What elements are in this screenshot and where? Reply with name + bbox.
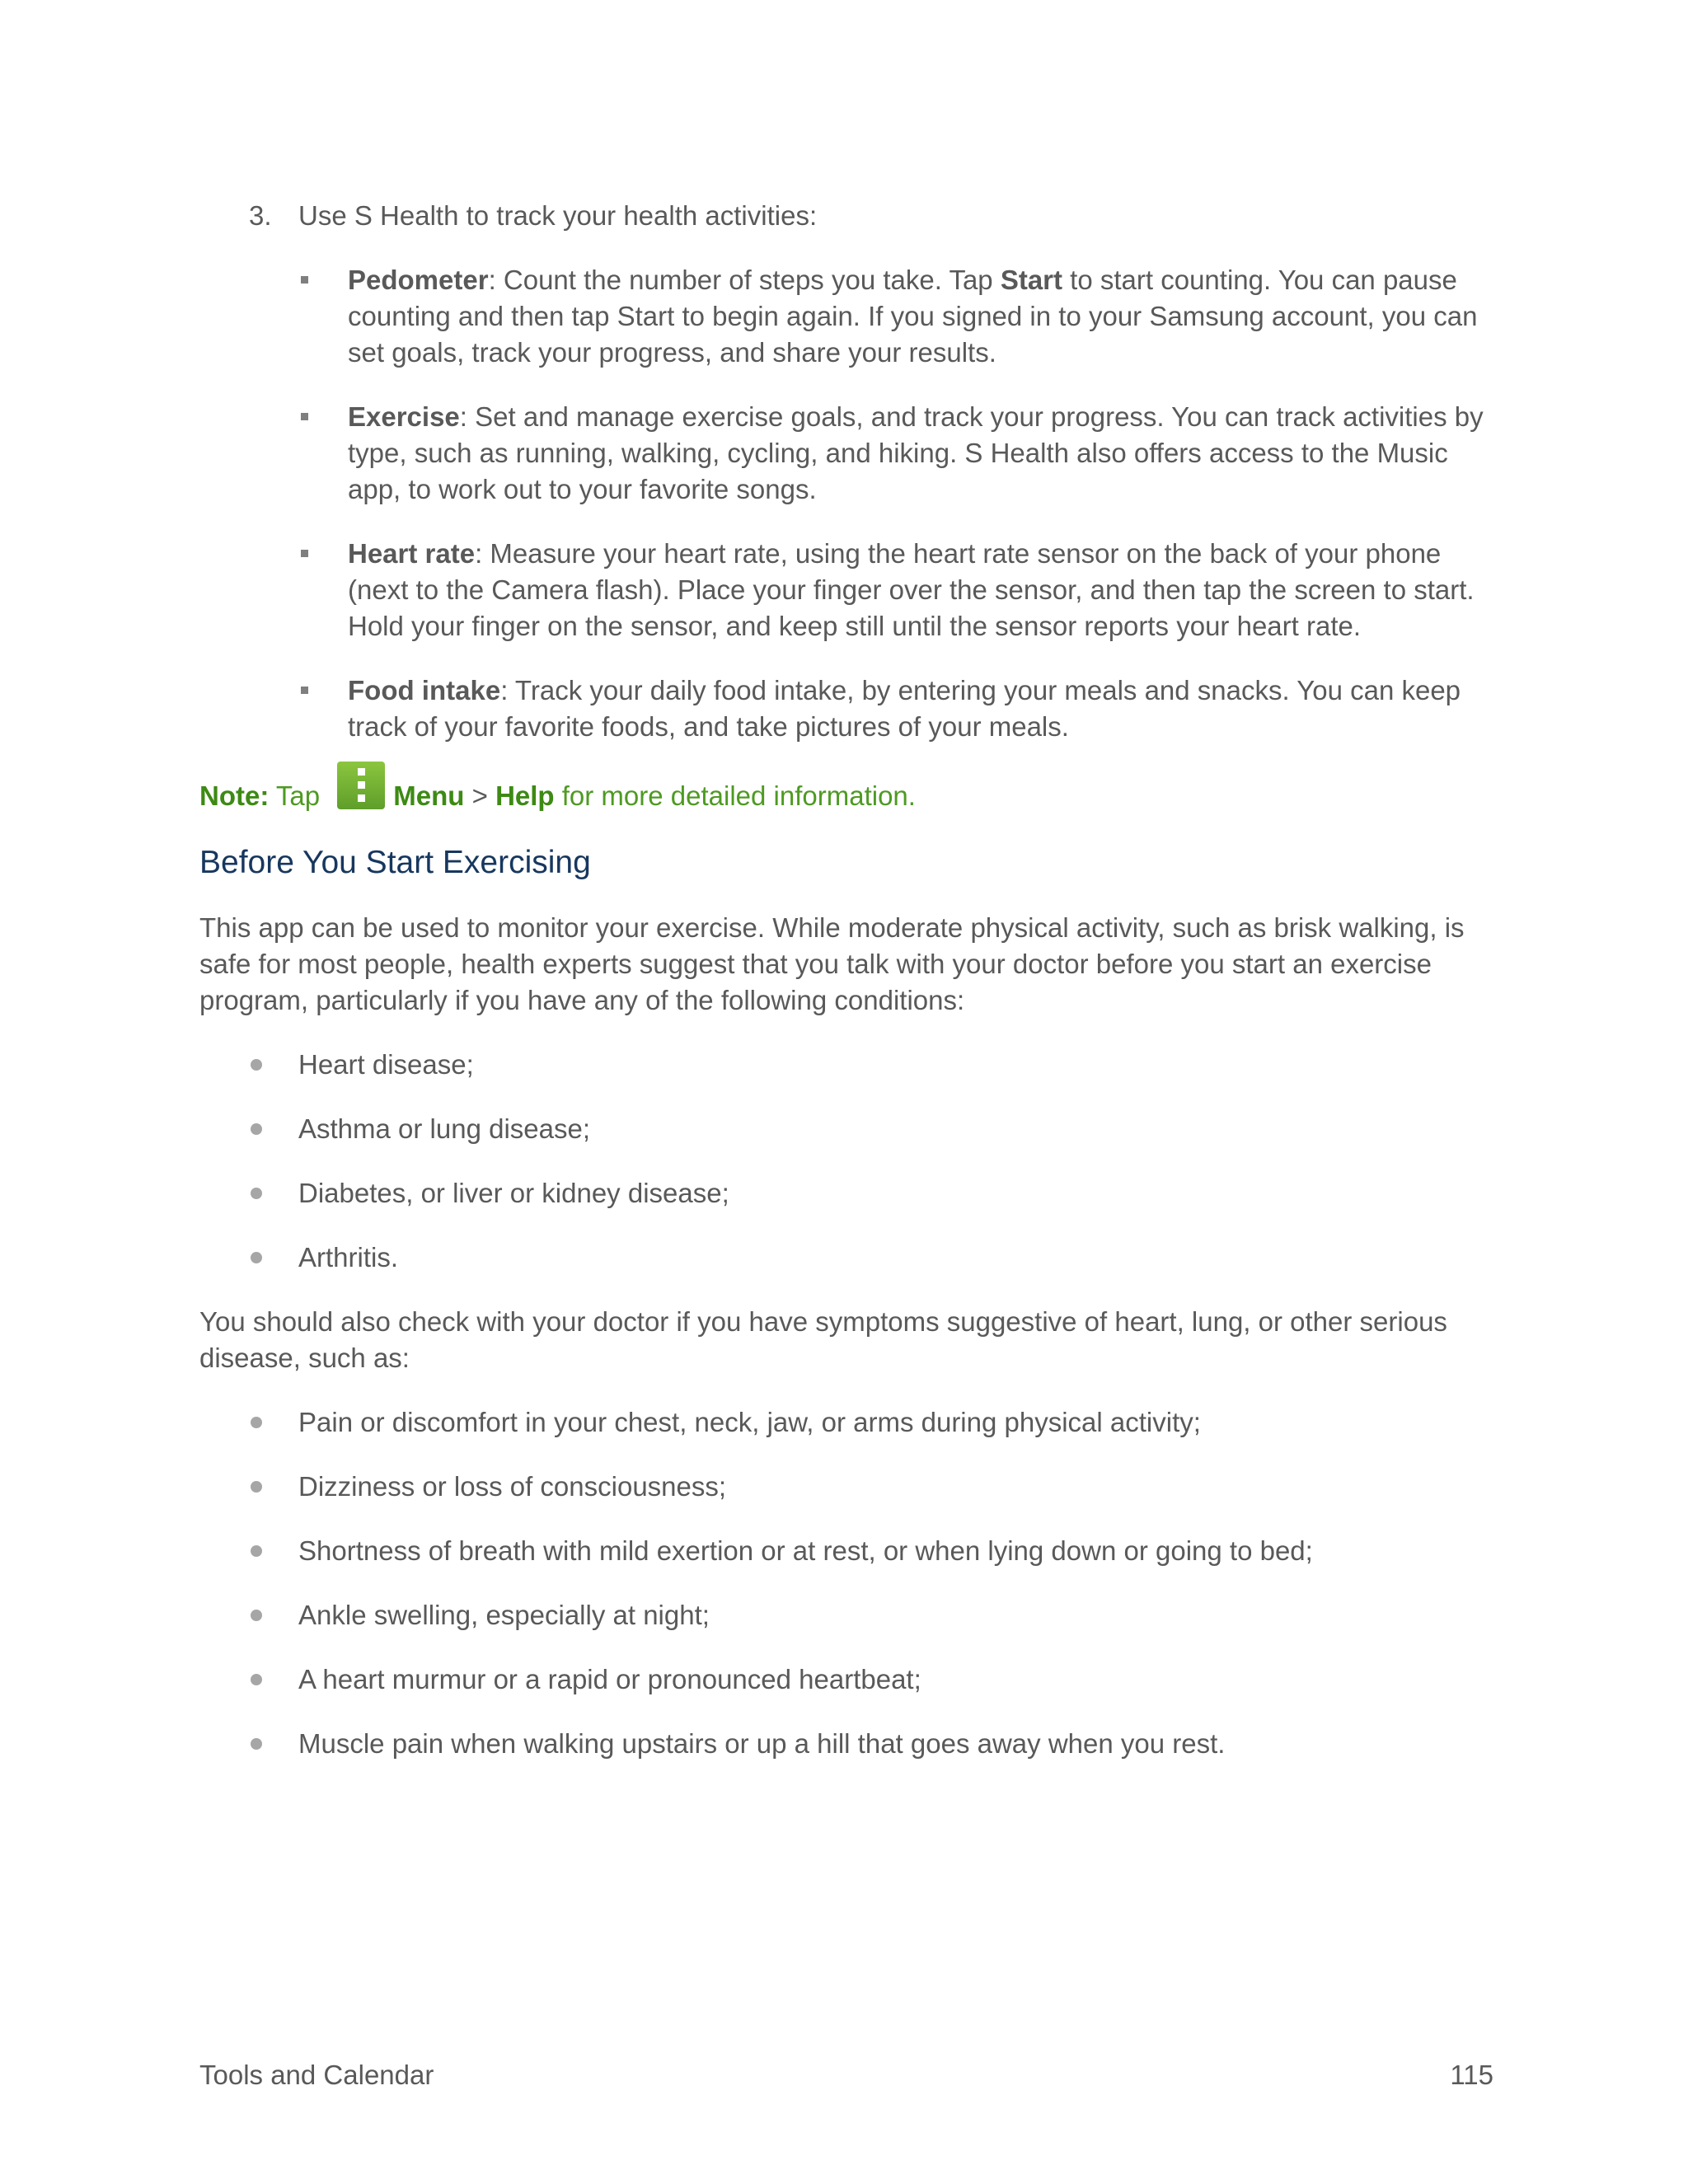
square-bullet-icon [301,276,308,284]
note-tap: Tap [269,780,328,811]
square-bullet-icon [301,550,308,557]
page-number: 115 [1450,2060,1493,2090]
bullet-icon [251,1674,262,1685]
term-heart-rate: Heart rate [348,538,476,569]
health-activities-list [199,262,1493,745]
note [199,757,1493,814]
list-item: Shortness of breath with mild exertion or at rest, or when lying down or going to bed; [199,1533,1493,1569]
term-pedometer: Pedometer [348,265,489,295]
list-item: Ankle swelling, especially at night; [199,1597,1493,1633]
step-text: Use S Health to track your health activities: [298,200,818,231]
list-item: Arthritis. [199,1240,1493,1276]
footer-section-title: Tools and Calendar [199,2060,434,2090]
bullet-icon [251,1059,262,1071]
term-exercise: Exercise [348,401,460,432]
note-rest: for more detailed information. [554,780,916,811]
note-menu: Menu [393,780,465,811]
intro-paragraph: This app can be used to monitor your exercise. While moderate physical activity, such as brisk walking, is safe for most people, health experts suggest that you talk with your doctor before you start an exercise program, particularly if you have any of the following conditions: [199,912,1465,1015]
page-footer [199,2057,1493,2093]
square-bullet-icon [301,687,308,694]
bullet-icon [251,1123,262,1135]
list-item: Pain or discomfort in your chest, neck, jaw, or arms during physical activity; [199,1404,1493,1441]
menu-icon [337,762,385,809]
section-heading: Before You Start Exercising [199,845,591,880]
exercise-text: : Set and manage exercise goals, and track your progress. You can track activities by type, such as running, walking, cycling, and hiking. S Health also offers access to the Music app, to work out to your favorite songs. [348,401,1484,504]
square-bullet-icon [301,413,308,420]
bullet-icon [251,1188,262,1199]
symptoms-paragraph: You should also check with your doctor if you have symptoms suggestive of heart, lung, or other serious disease, such as: [199,1306,1447,1373]
step-number: 3. [249,200,272,231]
food-intake-text: : Track your daily food intake, by entering your meals and snacks. You can keep track of your favorite foods, and take pictures of your meals. [348,675,1461,742]
step-3 [199,198,1493,234]
heart-rate-text: : Measure your heart rate, using the heart rate sensor on the back of your phone (next to the Camera flash). Place your finger over the sensor, and then tap the screen to start. Hold your finger on the sensor, and keep still until the sensor reports your heart rate. [348,538,1475,641]
start-label: Start [1000,265,1063,295]
list-item-food-intake [199,673,1493,745]
bullet-icon [251,1545,262,1557]
list-item: Heart disease; [199,1047,1493,1083]
term-food-intake: Food intake [348,675,501,705]
note-label: Note: [199,780,270,811]
bullet-icon [251,1417,262,1428]
note-separator: > [464,780,496,811]
list-item-heart-rate [199,536,1493,644]
list-item: Dizziness or loss of consciousness; [199,1469,1493,1505]
conditions-list [199,1047,1493,1276]
list-item: Muscle pain when walking upstairs or up a hill that goes away when you rest. [199,1726,1493,1762]
bullet-icon [251,1738,262,1750]
list-item-exercise [199,399,1493,508]
bullet-icon [251,1481,262,1493]
list-item: A heart murmur or a rapid or pronounced heartbeat; [199,1661,1493,1698]
symptoms-list [199,1404,1493,1762]
list-item: Diabetes, or liver or kidney disease; [199,1175,1493,1212]
bullet-icon [251,1252,262,1263]
note-help: Help [495,780,555,811]
pedometer-text-post: to start counting. You can pause counting and then tap Start to begin again. If you signed in to your Samsung account, you can set goals, track your progress, and share your results. [348,265,1478,368]
bullet-icon [251,1610,262,1621]
list-item-pedometer [199,262,1493,371]
page-content [199,198,1493,1790]
pedometer-text-pre: : Count the number of steps you take. Tap [488,265,1001,295]
list-item: Asthma or lung disease; [199,1111,1493,1147]
